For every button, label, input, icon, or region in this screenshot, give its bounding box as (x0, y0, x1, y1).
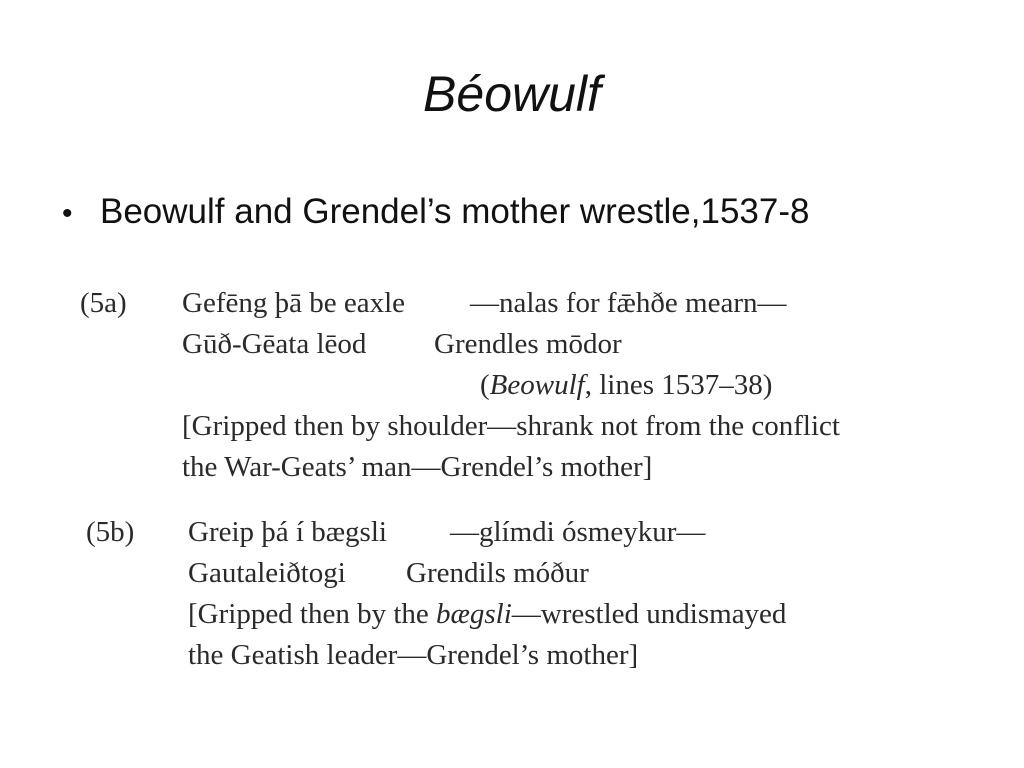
verse-5b-line1-part2: —glímdi ósmeykur— (450, 516, 706, 548)
example-number-5b: (5b) (86, 516, 135, 548)
verse-5b-line2-part2: Grendils móður (406, 557, 589, 589)
bullet-text: Beowulf and Grendel’s mother wrestle,1537-8 (100, 192, 810, 231)
scanned-excerpt (72, 280, 972, 680)
verse-5a-line2-part1: Gūð-Gēata lēod (182, 328, 367, 360)
bullet-item (62, 190, 809, 236)
translation-5a-line1: [Gripped then by shoulder—shrank not from the conflict (182, 410, 840, 442)
verse-5b-line2-part1: Gautaleiðtogi (188, 557, 346, 589)
translation-5b-line2: the Geatish leader—Grendel’s mother] (188, 639, 639, 671)
verse-5a-line1-part2: —nalas for fǣhðe mearn— (470, 287, 787, 319)
translation-5a-line2: the War-Geats’ man—Grendel’s mother] (182, 451, 653, 483)
translation-5b-word: bægsli (436, 598, 512, 630)
citation-rest: , lines 1537–38) (584, 369, 773, 401)
slide-title: Béowulf (423, 66, 601, 122)
translation-5b-pre: [Gripped then by the (188, 598, 437, 630)
translation-5b-post: —wrestled undismayed (511, 598, 787, 630)
verse-5a-line1-part1: Gefēng þā be eaxle (182, 287, 406, 319)
translation-5b-line1 (188, 596, 786, 632)
citation-work: Beowulf (489, 369, 585, 401)
citation-open: ( (480, 369, 490, 401)
citation-5a (480, 367, 772, 403)
verse-5a-line2-part2: Grendles mōdor (434, 328, 622, 360)
example-number-5a: (5a) (80, 287, 127, 319)
verse-5b-line1-part1: Greip þá í bægsli (188, 516, 387, 548)
bullet-dot-icon: • (62, 197, 73, 230)
